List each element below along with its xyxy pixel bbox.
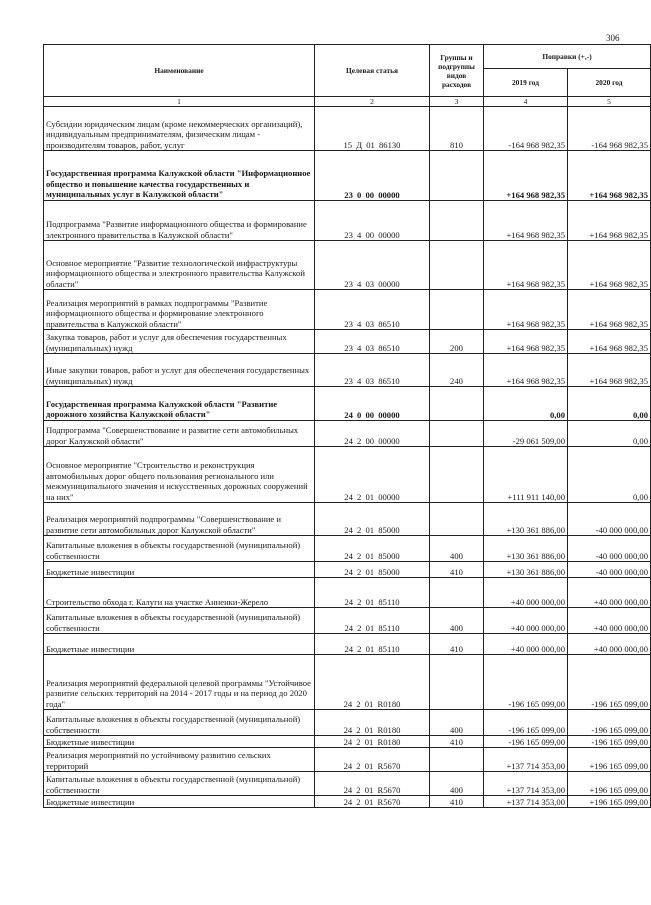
column-number: 3 <box>430 97 484 107</box>
table-row <box>44 290 651 330</box>
table-row <box>44 421 651 447</box>
row-amount-2020: -196 165 099,00 <box>568 710 651 736</box>
row-name: Иные закупки товаров, работ и услуг для обеспечения государственных (муниципальных) нужд <box>44 354 315 387</box>
table-row <box>44 151 651 201</box>
row-target-article: 24 2 01 R5670 <box>315 772 430 796</box>
table-row <box>44 710 651 736</box>
row-amount-2019: +130 361 886,00 <box>484 503 568 536</box>
header-target-article: Целевая статья <box>315 45 430 97</box>
budget-amendments-table <box>43 44 651 808</box>
row-name: Строительство обхода г. Калуги на участке Анненки-Жерело <box>44 578 315 608</box>
table-row <box>44 330 651 354</box>
row-target-article: 23 4 03 86510 <box>315 290 430 330</box>
column-number: 4 <box>484 97 568 107</box>
row-expense-group <box>430 421 484 447</box>
row-name: Капитальные вложения в объекты государственной (муниципальной) собственности <box>44 710 315 736</box>
row-expense-group: 410 <box>430 562 484 578</box>
row-amount-2019: -196 165 099,00 <box>484 736 568 748</box>
table-row <box>44 634 651 655</box>
row-target-article: 24 2 01 85110 <box>315 578 430 608</box>
row-target-article: 24 0 00 00000 <box>315 387 430 421</box>
row-expense-group <box>430 201 484 241</box>
row-expense-group <box>430 387 484 421</box>
header-expense-groups: Группы и подгруппы видов расходов <box>430 45 484 97</box>
table-row <box>44 578 651 608</box>
row-amount-2020: +40 000 000,00 <box>568 634 651 655</box>
row-amount-2020: +40 000 000,00 <box>568 578 651 608</box>
table-row <box>44 748 651 772</box>
row-expense-group: 410 <box>430 736 484 748</box>
table-row <box>44 796 651 808</box>
row-amount-2019: +164 968 982,35 <box>484 330 568 354</box>
table-row <box>44 201 651 241</box>
row-name: Бюджетные инвестиции <box>44 634 315 655</box>
row-amount-2020: -40 000 000,00 <box>568 562 651 578</box>
row-name: Основное мероприятие "Развитие технологической инфраструктуры информационного общества и электронного правительства Калужской области" <box>44 241 315 290</box>
row-name: Подпрограмма "Совершенствование и развитие сети автомобильных дорог Калужской области" <box>44 421 315 447</box>
table-row <box>44 608 651 634</box>
row-expense-group <box>430 447 484 503</box>
row-name: Закупка товаров, работ и услуг для обеспечения государственных (муниципальных) нужд <box>44 330 315 354</box>
row-expense-group: 240 <box>430 354 484 387</box>
table-row <box>44 241 651 290</box>
row-target-article: 24 2 01 R0180 <box>315 710 430 736</box>
table-row <box>44 772 651 796</box>
row-name: Реализация мероприятий федеральной целевой программы "Устойчивое развитие сельских территорий на 2014 - 2017 годы и на период до 2020 года" <box>44 655 315 710</box>
row-name: Реализация мероприятий по устойчивому развитию сельских территорий <box>44 748 315 772</box>
row-target-article: 24 2 01 R0180 <box>315 736 430 748</box>
row-expense-group: 410 <box>430 634 484 655</box>
header-year-2020: 2020 год <box>568 69 651 97</box>
row-target-article: 24 2 01 R5670 <box>315 796 430 808</box>
row-amount-2020: -40 000 000,00 <box>568 536 651 562</box>
table-row <box>44 387 651 421</box>
row-target-article: 23 0 00 00000 <box>315 151 430 201</box>
table-row <box>44 447 651 503</box>
row-target-article: 23 4 03 86510 <box>315 330 430 354</box>
row-amount-2020: -196 165 099,00 <box>568 655 651 710</box>
row-expense-group <box>430 290 484 330</box>
column-number: 1 <box>44 97 315 107</box>
row-target-article: 23 4 03 00000 <box>315 241 430 290</box>
row-expense-group: 810 <box>430 107 484 151</box>
row-name: Субсидии юридическим лицам (кроме некоммерческих организаций), индивидуальным предпринимателям, физическим лицам - производителям товаров, работ, услуг <box>44 107 315 151</box>
row-target-article: 24 2 01 85000 <box>315 562 430 578</box>
row-target-article: 24 2 01 00000 <box>315 447 430 503</box>
row-amount-2020: +164 968 982,35 <box>568 241 651 290</box>
table-row <box>44 655 651 710</box>
row-expense-group <box>430 655 484 710</box>
row-amount-2019: +164 968 982,35 <box>484 290 568 330</box>
row-name: Бюджетные инвестиции <box>44 562 315 578</box>
row-amount-2020: -164 968 982,35 <box>568 107 651 151</box>
row-name: Бюджетные инвестиции <box>44 736 315 748</box>
row-name: Государственная программа Калужской области "Информационное общество и повышение качества государственных и муниципальных услуг в Калужской области" <box>44 151 315 201</box>
row-name: Государственная программа Калужской области "Развитие дорожного хозяйства Калужской области" <box>44 387 315 421</box>
row-amount-2020: +40 000 000,00 <box>568 608 651 634</box>
row-amount-2019: +137 714 353,00 <box>484 772 568 796</box>
row-amount-2019: +40 000 000,00 <box>484 578 568 608</box>
table-row <box>44 354 651 387</box>
row-amount-2020: +164 968 982,35 <box>568 290 651 330</box>
row-amount-2019: +164 968 982,35 <box>484 201 568 241</box>
row-amount-2020: 0,00 <box>568 387 651 421</box>
row-expense-group: 200 <box>430 330 484 354</box>
row-expense-group <box>430 578 484 608</box>
row-amount-2020: +164 968 982,35 <box>568 151 651 201</box>
row-amount-2019: +164 968 982,35 <box>484 151 568 201</box>
row-amount-2019: +137 714 353,00 <box>484 796 568 808</box>
row-amount-2019: 0,00 <box>484 387 568 421</box>
row-amount-2020: -40 000 000,00 <box>568 503 651 536</box>
row-amount-2020: 0,00 <box>568 447 651 503</box>
row-expense-group: 400 <box>430 536 484 562</box>
row-amount-2019: +164 968 982,35 <box>484 241 568 290</box>
row-amount-2020: +196 165 099,00 <box>568 748 651 772</box>
row-amount-2019: -196 165 099,00 <box>484 710 568 736</box>
row-expense-group: 400 <box>430 608 484 634</box>
row-expense-group <box>430 503 484 536</box>
row-target-article: 24 2 01 85110 <box>315 634 430 655</box>
row-amount-2019: +111 911 140,00 <box>484 447 568 503</box>
row-amount-2020: +164 968 982,35 <box>568 201 651 241</box>
header-year-2019: 2019 год <box>484 69 568 97</box>
page-number: 306 <box>606 33 620 43</box>
row-amount-2019: +137 714 353,00 <box>484 748 568 772</box>
row-amount-2020: +196 165 099,00 <box>568 772 651 796</box>
row-amount-2020: -196 165 099,00 <box>568 736 651 748</box>
row-amount-2019: +40 000 000,00 <box>484 608 568 634</box>
row-name: Реализация мероприятий в рамках подпрограммы "Развитие информационного общества и формирование электронного правительства в Калужской области" <box>44 290 315 330</box>
header-name: Наименование <box>44 45 315 97</box>
row-name: Капитальные вложения в объекты государственной (муниципальной) собственности <box>44 536 315 562</box>
column-number: 2 <box>315 97 430 107</box>
row-amount-2020: +164 968 982,35 <box>568 330 651 354</box>
row-amount-2019: +130 361 886,00 <box>484 562 568 578</box>
row-expense-group: 410 <box>430 796 484 808</box>
row-amount-2020: 0,00 <box>568 421 651 447</box>
row-target-article: 24 2 01 85110 <box>315 608 430 634</box>
table-row <box>44 736 651 748</box>
row-amount-2020: +196 165 099,00 <box>568 796 651 808</box>
row-name: Основное мероприятие "Строительство и реконструкция автомобильных дорог общего пользования регионального или межмуниципального значения и искусственных дорожных сооружений на них" <box>44 447 315 503</box>
table-row <box>44 107 651 151</box>
row-name: Капитальные вложения в объекты государственной (муниципальной) собственности <box>44 608 315 634</box>
row-target-article: 24 2 01 R0180 <box>315 655 430 710</box>
row-target-article: 23 4 03 86510 <box>315 354 430 387</box>
row-amount-2019: -164 968 982,35 <box>484 107 568 151</box>
row-name: Реализация мероприятий подпрограммы "Совершенствование и развитие сети автомобильных дорог Калужской области" <box>44 503 315 536</box>
row-target-article: 23 4 00 00000 <box>315 201 430 241</box>
table-row <box>44 503 651 536</box>
row-target-article: 24 2 00 00000 <box>315 421 430 447</box>
row-amount-2020: +164 968 982,35 <box>568 354 651 387</box>
column-number: 5 <box>568 97 651 107</box>
row-target-article: 24 2 01 85000 <box>315 536 430 562</box>
row-name: Подпрограмма "Развитие информационного общества и формирование электронного правительства в Калужской области" <box>44 201 315 241</box>
row-amount-2019: -196 165 099,00 <box>484 655 568 710</box>
row-expense-group: 400 <box>430 772 484 796</box>
row-target-article: 15 Д 01 86130 <box>315 107 430 151</box>
row-target-article: 24 2 01 R5670 <box>315 748 430 772</box>
row-amount-2019: +130 361 886,00 <box>484 536 568 562</box>
row-amount-2019: +40 000 000,00 <box>484 634 568 655</box>
row-target-article: 24 2 01 85000 <box>315 503 430 536</box>
row-expense-group <box>430 151 484 201</box>
table-row <box>44 536 651 562</box>
row-expense-group: 400 <box>430 710 484 736</box>
row-name: Бюджетные инвестиции <box>44 796 315 808</box>
column-number-row <box>44 97 651 107</box>
row-expense-group <box>430 748 484 772</box>
row-expense-group <box>430 241 484 290</box>
table-row <box>44 562 651 578</box>
row-name: Капитальные вложения в объекты государственной (муниципальной) собственности <box>44 772 315 796</box>
row-amount-2019: -29 061 509,00 <box>484 421 568 447</box>
row-amount-2019: +164 968 982,35 <box>484 354 568 387</box>
header-amendments: Поправки (+,-) <box>484 45 651 69</box>
